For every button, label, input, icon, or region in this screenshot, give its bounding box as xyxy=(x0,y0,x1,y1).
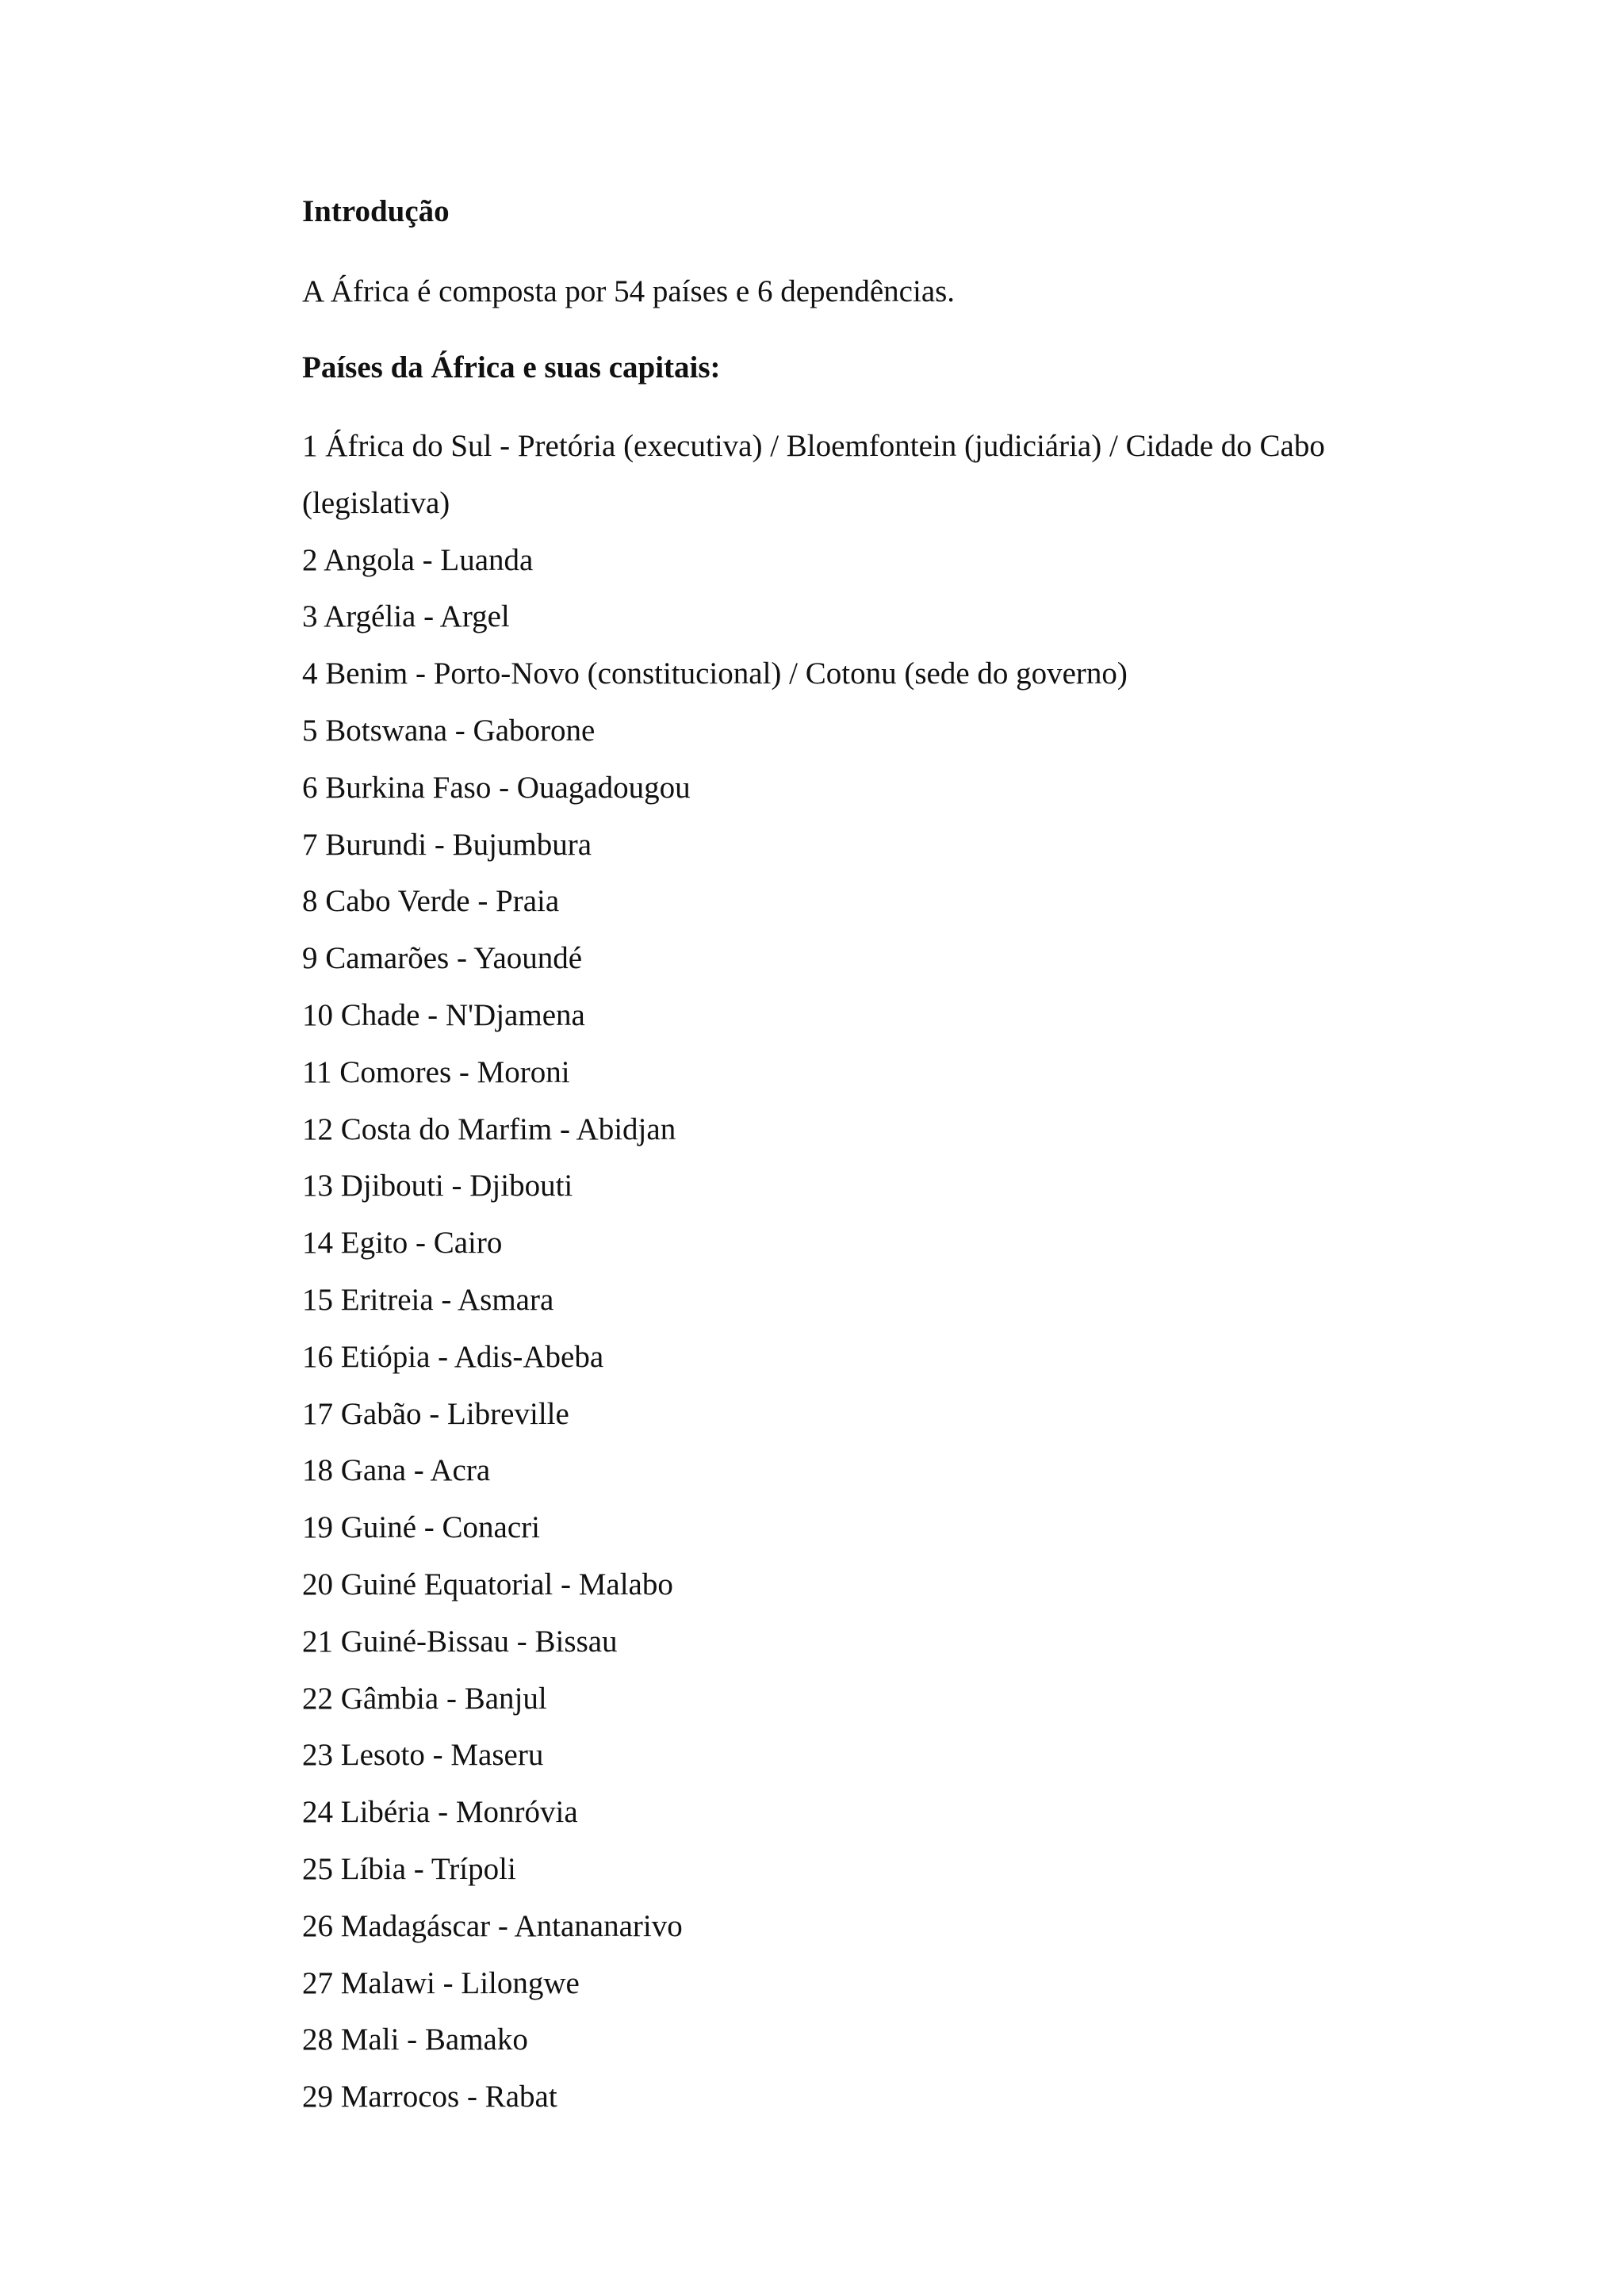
list-item: 4 Benim - Porto-Novo (constitucional) / Cotonu (sede do governo) xyxy=(302,656,1128,691)
section-heading: Introdução xyxy=(302,194,450,228)
country-capital-list xyxy=(302,418,1333,2126)
list-heading: Países da África e suas capitais: xyxy=(302,350,721,385)
list-item: 24 Libéria - Monróvia xyxy=(302,1795,578,1830)
list-item: 25 Líbia - Trípoli xyxy=(302,1851,516,1886)
list-item: 17 Gabão - Libreville xyxy=(302,1396,569,1431)
list-item: 6 Burkina Faso - Ouagadougou xyxy=(302,770,691,805)
list-item: 5 Botswana - Gaborone xyxy=(302,713,596,748)
list-item: 11 Comores - Moroni xyxy=(302,1054,570,1089)
list-item: 20 Guiné Equatorial - Malabo xyxy=(302,1567,673,1601)
document-page xyxy=(302,186,1333,2126)
intro-paragraph: A África é composta por 54 países e 6 dependências. xyxy=(302,274,956,308)
list-item: 15 Eritreia - Asmara xyxy=(302,1282,554,1317)
list-item: 7 Burundi - Bujumbura xyxy=(302,827,592,862)
list-item: 16 Etiópia - Adis-Abeba xyxy=(302,1339,604,1374)
list-item: 12 Costa do Marfim - Abidjan xyxy=(302,1112,676,1146)
list-item: 28 Mali - Bamako xyxy=(302,2022,528,2057)
list-item: 2 Angola - Luanda xyxy=(302,542,534,577)
list-item: 21 Guiné-Bissau - Bissau xyxy=(302,1624,618,1659)
list-item: 9 Camarões - Yaoundé xyxy=(302,941,583,976)
list-item: 26 Madagáscar - Antananarivo xyxy=(302,1908,683,1943)
list-item: 23 Lesoto - Maseru xyxy=(302,1738,544,1773)
list-item: 14 Egito - Cairo xyxy=(302,1226,503,1261)
list-item: 8 Cabo Verde - Praia xyxy=(302,884,560,919)
list-item: 3 Argélia - Argel xyxy=(302,599,510,634)
list-item: 1 África do Sul - Pretória (executiva) / Bloemfontein (judiciária) / Cidade do Cabo (legislativa) xyxy=(302,429,1325,520)
list-item: 29 Marrocos - Rabat xyxy=(302,2080,557,2114)
list-item: 18 Gana - Acra xyxy=(302,1453,491,1488)
list-item: 10 Chade - N'Djamena xyxy=(302,997,585,1032)
list-item: 22 Gâmbia - Banjul xyxy=(302,1681,547,1716)
list-item: 27 Malawi - Lilongwe xyxy=(302,1965,580,2000)
list-item: 13 Djibouti - Djibouti xyxy=(302,1169,573,1203)
list-item: 19 Guiné - Conacri xyxy=(302,1510,541,1545)
